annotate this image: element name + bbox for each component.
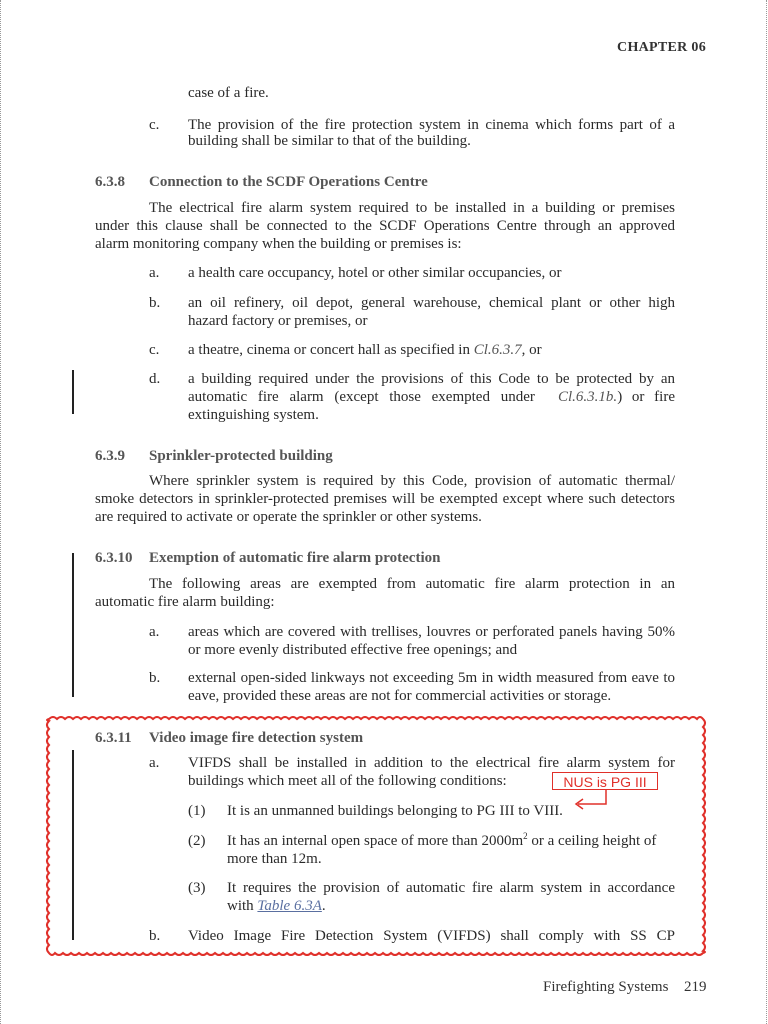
condition-2-post: or a ceiling height of: [527, 833, 657, 849]
section-number-6-3-10: 6.3.10: [95, 550, 133, 566]
s638-item-c-marker: c.: [149, 342, 160, 358]
s638-item-c-post: , or: [521, 342, 542, 358]
s639-para-line2: smoke detectors in sprinkler-protected premises will be exempted except where such detectors: [95, 491, 675, 507]
s6310-item-a-marker: a.: [149, 624, 160, 640]
s638-item-d-line3: extinguishing system.: [188, 407, 319, 423]
annotation-note: NUS is PG III: [552, 772, 658, 790]
s6311-item-a-marker: a.: [149, 755, 160, 771]
page-number: 219: [684, 979, 707, 995]
s6311-item-b-marker: b.: [149, 928, 161, 944]
s638-item-d-line2: [188, 388, 675, 406]
intro-item-c-line1: The provision of the fire protection system in cinema which forms part of a: [188, 117, 675, 133]
condition-1-text: It is an unmanned buildings belonging to PG III to VIII.: [227, 803, 563, 819]
condition-3-post: .: [321, 898, 326, 914]
section-number-6-3-11: 6.3.11: [95, 730, 132, 746]
section-number-6-3-8: 6.3.8: [95, 174, 125, 190]
s638-para-line2: under this clause shall be connected to the SCDF Operations Centre through an approved: [95, 218, 675, 234]
section-title-6-3-9: Sprinkler-protected building: [149, 448, 333, 464]
s638-item-d-marker: d.: [149, 371, 161, 387]
s6310-item-b-line1: external open-sided linkways not exceeding 5m in width measured from eave to: [188, 670, 675, 686]
condition-2-line2: more than 12m.: [227, 851, 322, 867]
s638-item-d-line2-post: ) or fire: [617, 389, 675, 405]
s638-item-c-pre: a theatre, cinema or concert hall as specified in: [188, 342, 474, 358]
s6310-para-line2: automatic fire alarm building:: [95, 594, 275, 610]
condition-2-line1: [227, 832, 656, 850]
s638-item-b-marker: b.: [149, 295, 161, 311]
annotation-arrow: [574, 790, 610, 812]
s638-item-b-line2: hazard factory or premises, or: [188, 313, 368, 329]
s6311-item-a-line1: VIFDS shall be installed in addition to the electrical fire alarm system for: [188, 755, 675, 771]
s639-para-line1: Where sprinkler system is required by this Code, provision of automatic thermal/: [149, 473, 675, 489]
condition-2-superscript: 2: [523, 831, 528, 841]
revision-bar: [72, 370, 74, 414]
section-title-6-3-8: Connection to the SCDF Operations Centre: [149, 174, 428, 190]
s638-para-line1: The electrical fire alarm system required to be installed in a building or premises: [149, 200, 675, 216]
condition-2-pre: It has an internal open space of more than 2000m: [227, 833, 524, 849]
intro-item-c-marker: c.: [149, 117, 160, 133]
s638-item-d-line1: a building required under the provisions of this Code to be protected by an: [188, 371, 675, 387]
footer-title: Firefighting Systems: [543, 979, 669, 995]
condition-2-marker: (2): [188, 833, 206, 849]
s6311-item-b-line1: Video Image Fire Detection System (VIFDS) shall comply with SS CP: [188, 928, 675, 944]
s638-para-line3: alarm monitoring company when the building or premises is:: [95, 236, 462, 252]
s6310-item-b-line2: eave, provided these areas are not for commercial activities or storage.: [188, 688, 612, 704]
condition-3-pre: with: [227, 898, 258, 914]
s638-item-d-line2-pre: automatic fire alarm (except those exempted under: [188, 389, 546, 405]
intro-line: case of a fire.: [188, 85, 269, 101]
condition-3-line1: It requires the provision of automatic fire alarm system in accordance: [227, 880, 675, 896]
reference-cl-6-3-7[interactable]: Cl.6.3.7: [473, 342, 522, 358]
s638-item-a-marker: a.: [149, 265, 160, 281]
s638-item-c-text: [188, 341, 542, 359]
s6310-item-b-marker: b.: [149, 670, 161, 686]
section-title-6-3-10: Exemption of automatic fire alarm protection: [149, 550, 441, 566]
s6311-item-a-line2: buildings which meet all of the following conditions:: [188, 773, 507, 789]
section-number-6-3-9: 6.3.9: [95, 448, 125, 464]
intro-item-c-line2: building shall be similar to that of the building.: [188, 133, 471, 149]
condition-3-marker: (3): [188, 880, 206, 896]
s6310-item-a-line2: or more evenly distributed effective free openings; and: [188, 642, 518, 658]
chapter-header: CHAPTER 06: [617, 40, 706, 55]
page-edge-right: [766, 0, 767, 1024]
s6310-item-a-line1: areas which are covered with trellises, louvres or perforated panels having 50%: [188, 624, 675, 640]
page-edge-left: [0, 0, 1, 1024]
condition-3-line2: [227, 897, 326, 915]
revision-bar: [72, 750, 74, 940]
reference-table-6-3a[interactable]: Table 6.3A: [257, 898, 322, 914]
reference-cl-6-3-1b[interactable]: Cl.6.3.1b.: [558, 389, 618, 405]
s638-item-d-line2-ref-wrap: [558, 388, 675, 406]
section-title-6-3-11: Video image fire detection system: [149, 730, 364, 746]
s6310-para-line1: The following areas are exempted from automatic fire alarm protection in an: [149, 576, 675, 592]
s638-item-b-line1: an oil refinery, oil depot, general warehouse, chemical plant or other high: [188, 295, 675, 311]
revision-bar: [72, 553, 74, 697]
s639-para-line3: are required to activate or operate the sprinkler or other systems.: [95, 509, 482, 525]
s638-item-a-text: a health care occupancy, hotel or other similar occupancies, or: [188, 265, 562, 281]
condition-1-marker: (1): [188, 803, 206, 819]
